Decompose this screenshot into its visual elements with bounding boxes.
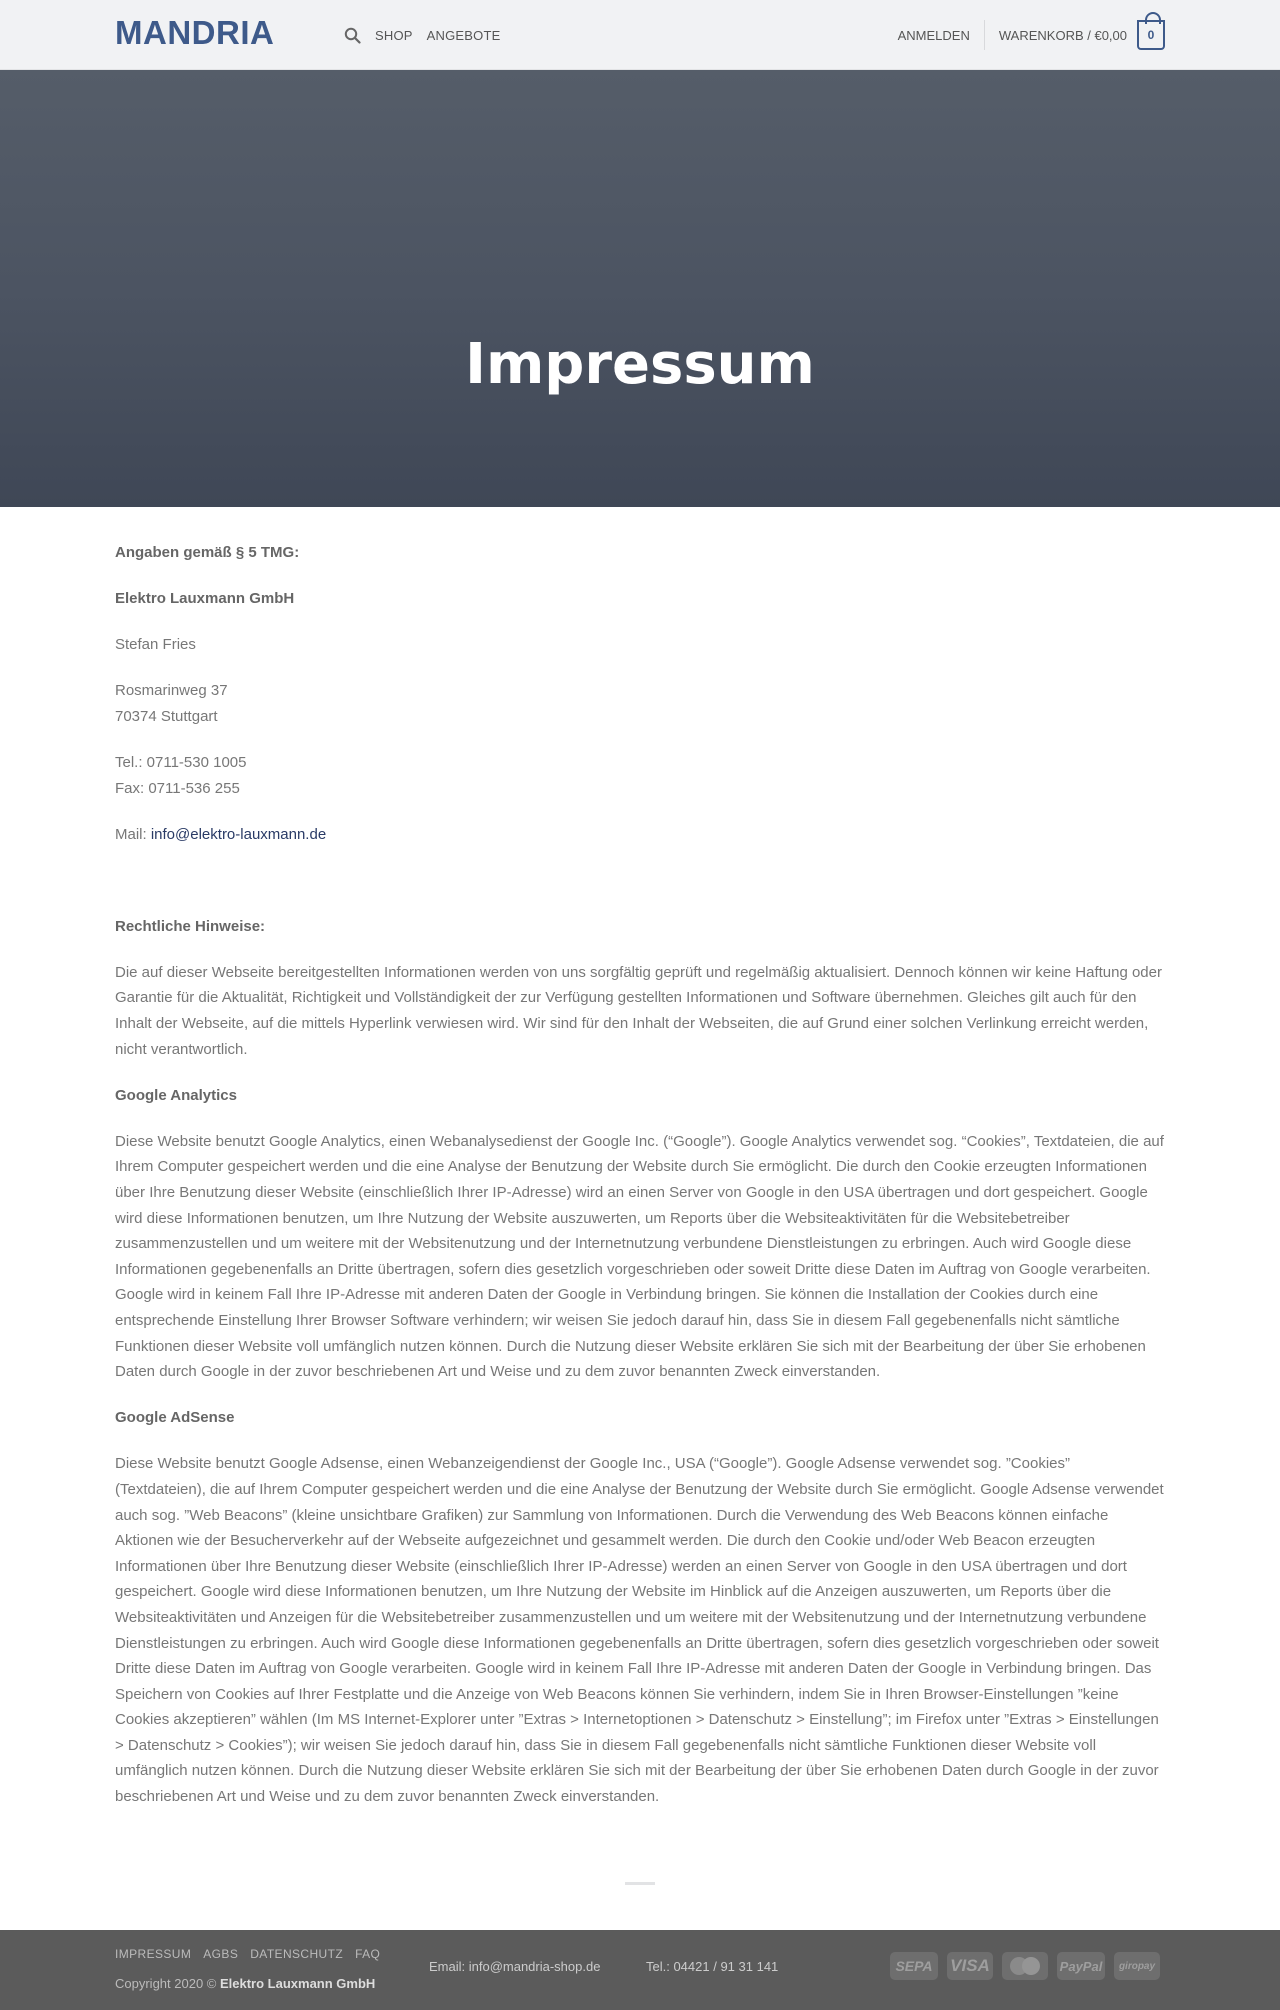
contact-person: Stefan Fries — [115, 636, 196, 654]
spacer — [115, 868, 1165, 914]
cart-count: 0 — [1147, 28, 1155, 42]
site-header — [0, 0, 1280, 70]
copyright — [115, 1976, 375, 1991]
address-city: 70374 Stuttgart — [115, 707, 218, 725]
phone-fax — [115, 750, 1165, 801]
content-separator — [625, 1882, 655, 1885]
nav-angebote[interactable]: ANGEBOTE — [426, 27, 501, 43]
account-nav — [898, 0, 1165, 70]
address-street: Rosmarinweg 37 — [115, 682, 228, 700]
site-footer — [0, 1930, 1280, 2010]
nav-shop[interactable]: SHOP — [375, 27, 413, 43]
mastercard-icon — [1002, 1952, 1048, 1980]
page-banner — [0, 70, 1280, 507]
search-icon[interactable] — [344, 27, 361, 44]
visa-icon: VISA — [947, 1952, 993, 1980]
adsense-text: Diese Website benutzt Google Adsense, einen Webanzeigendienst der Google Inc., USA (“Google”). Google Adsense verwendet sog. ”Cookies” (Textdateien), die auf Ihrem Computer gespeichert werden und die eine Analyse der Benutzung der Website durch Sie ermöglicht. Google Adsense verwendet auch sog. ”Web Beacons” (kleine unsichtbare Grafiken) zur Sammlung von Informationen. Durch die Verwendung des Web Beacons können einfache Aktionen wie der Besucherverkehr auf der Webseite aufgezeichnet und gesammelt werden. Die durch den Cookie und/oder Web Beacon erzeugten Informationen über Ihre Benutzung dieser Website (einschließlich Ihrer IP-Adresse) werden an einen Server von Google in den USA übertragen und dort gespeichert. Google wird diese Informationen benutzen, um Ihre Nutzung der Website im Hinblick auf die Anzeigen auszuwerten, um Reports über die Websiteaktivitäten und Anzeigen für die Websitebetreiber zusammenzustellen und um weitere mit der Websitenutzung und der Internetnutzung verbundene Dienstleistungen zu erbringen. Auch wird Google diese Informationen gegebenenfalls an Dritte übertragen, sofern dies gesetzlich vorgeschrieben oder soweit Dritte diese Daten im Auftrag von Google verarbeiten. Google wird in keinem Fall Ihre IP-Adresse mit anderen Daten der Google in Verbindung bringen. Das Speichern von Cookies auf Ihrer Festplatte und die Anzeige von Web Beacons können Sie verhindern, indem Sie in Ihren Browser-Einstellungen ”keine Cookies akzeptieren” wählen (Im MS Internet-Explorer unter ”Extras > Internetoptionen > Datenschutz > Einstellung”; im Firefox unter ”Extras > Einstellungen > Datenschutz > Cookies”); wir weisen Sie jedoch darauf hin, dass Sie in diesem Fall gegebenenfalls nicht sämtliche Funktionen dieser Website voll umfänglich nutzen können. Durch die Nutzung dieser Website erklären Sie sich mit der Bearbeitung der über Sie erhobenen Daten durch Google in der zuvor beschriebenen Art und Weise und zu dem zuvor benannten Zweck einverstanden. — [115, 1455, 1164, 1806]
footer-link-impressum[interactable]: IMPRESSUM — [115, 1947, 192, 1961]
footer-phone: Tel.: 04421 / 91 31 141 — [646, 1959, 779, 1974]
analytics-text: Diese Website benutzt Google Analytics, einen Webanalysedienst der Google Inc. (“Google”). Google Analytics verwendet sog. “Cookies”, Textdateien, die auf Ihrem Computer gespeichert werden und die eine Analyse der Benutzung der Website durch Sie ermöglicht. Die durch den Cookie erzeugten Informationen über Ihre Benutzung dieser Website (einschließlich Ihrer IP-Adresse) wird an einen Server von Google in den USA übertragen und dort gespeichert. Google wird diese Informationen benutzen, um Ihre Nutzung der Website auszuwerten, um Reports über die Websiteaktivitäten für die Websitebetreiber zusammenzustellen und um weitere mit der Websitenutzung und der Internetnutzung verbundene Dienstleistungen zu erbringen. Auch wird Google diese Informationen gegebenenfalls an Dritte übertragen, sofern dies gesetzlich vorgeschrieben oder soweit Dritte diese Daten im Auftrag von Google verarbeiten. Google wird in keinem Fall Ihre IP-Adresse mit anderen Daten der Google in Verbindung bringen. Sie können die Installation der Cookies durch eine entsprechende Einstellung Ihrer Browser Software verhindern; wir weisen Sie jedoch darauf hin, dass Sie in diesem Fall gegebenenfalls nicht sämtliche Funktionen dieser Website voll umfänglich nutzen können. Durch die Nutzung dieser Website erklären Sie sich mit der Bearbeitung der über Sie erhobenen Daten durch Google in der zuvor beschriebenen Art und Weise und zu dem zuvor benannten Zweck einverstanden. — [115, 1132, 1164, 1381]
page-title: Impressum — [465, 332, 815, 397]
site-logo[interactable]: MANDRIA — [115, 14, 275, 51]
footer-link-faq[interactable]: FAQ — [355, 1947, 381, 1961]
impressum-content — [115, 540, 1165, 1830]
cart-link[interactable]: WARENKORB / €0,00 — [998, 27, 1127, 43]
phone-number: Tel.: 0711-530 1005 — [115, 753, 247, 771]
sepa-icon: SEPA — [890, 1952, 938, 1980]
giropay-icon: giropay — [1114, 1952, 1160, 1980]
company-name: Elektro Lauxmann GmbH — [115, 590, 295, 608]
copyright-prefix: Copyright 2020 © — [115, 1976, 220, 1991]
login-link[interactable]: ANMELDEN — [897, 27, 970, 43]
heading-tmg: Angaben gemäß § 5 TMG: — [115, 544, 300, 561]
footer-link-agbs[interactable]: AGBS — [203, 1947, 239, 1961]
heading-analytics: Google Analytics — [115, 1086, 237, 1104]
footer-email: Email: info@mandria-shop.de — [429, 1959, 601, 1974]
payment-icons — [890, 1952, 1160, 1980]
mail-line — [115, 822, 1165, 848]
copyright-company: Elektro Lauxmann GmbH — [219, 1976, 376, 1991]
mail-link[interactable]: info@elektro-lauxmann.de — [150, 825, 327, 843]
fax-number: Fax: 0711-536 255 — [115, 779, 240, 797]
mail-label: Mail: — [115, 825, 151, 843]
address — [115, 678, 1165, 729]
cart-bag-icon[interactable] — [1137, 20, 1165, 50]
legal-text: Die auf dieser Webseite bereitgestellten Informationen werden von uns sorgfältig geprüft und regelmäßig aktualisiert. Dennoch können wir keine Haftung oder Garantie für die Aktualität, Richtigkeit und Vollständigkeit der zur Verfügung gestellten Informationen und Software übernehmen. Gleiches gilt auch für den Inhalt der Webseite, auf die mittels Hyperlink verwiesen wird. Wir sind für den Inhalt der Webseiten, die auf Grund einer solchen Verlinkung erreicht werden, nicht verantwortlich. — [115, 963, 1162, 1058]
footer-link-datenschutz[interactable]: DATENSCHUTZ — [250, 1947, 344, 1961]
main-nav — [344, 0, 501, 70]
paypal-icon: PayPal — [1057, 1952, 1105, 1980]
heading-legal: Rechtliche Hinweise: — [115, 917, 266, 935]
footer-nav — [115, 1947, 380, 1961]
heading-adsense: Google AdSense — [115, 1409, 235, 1427]
